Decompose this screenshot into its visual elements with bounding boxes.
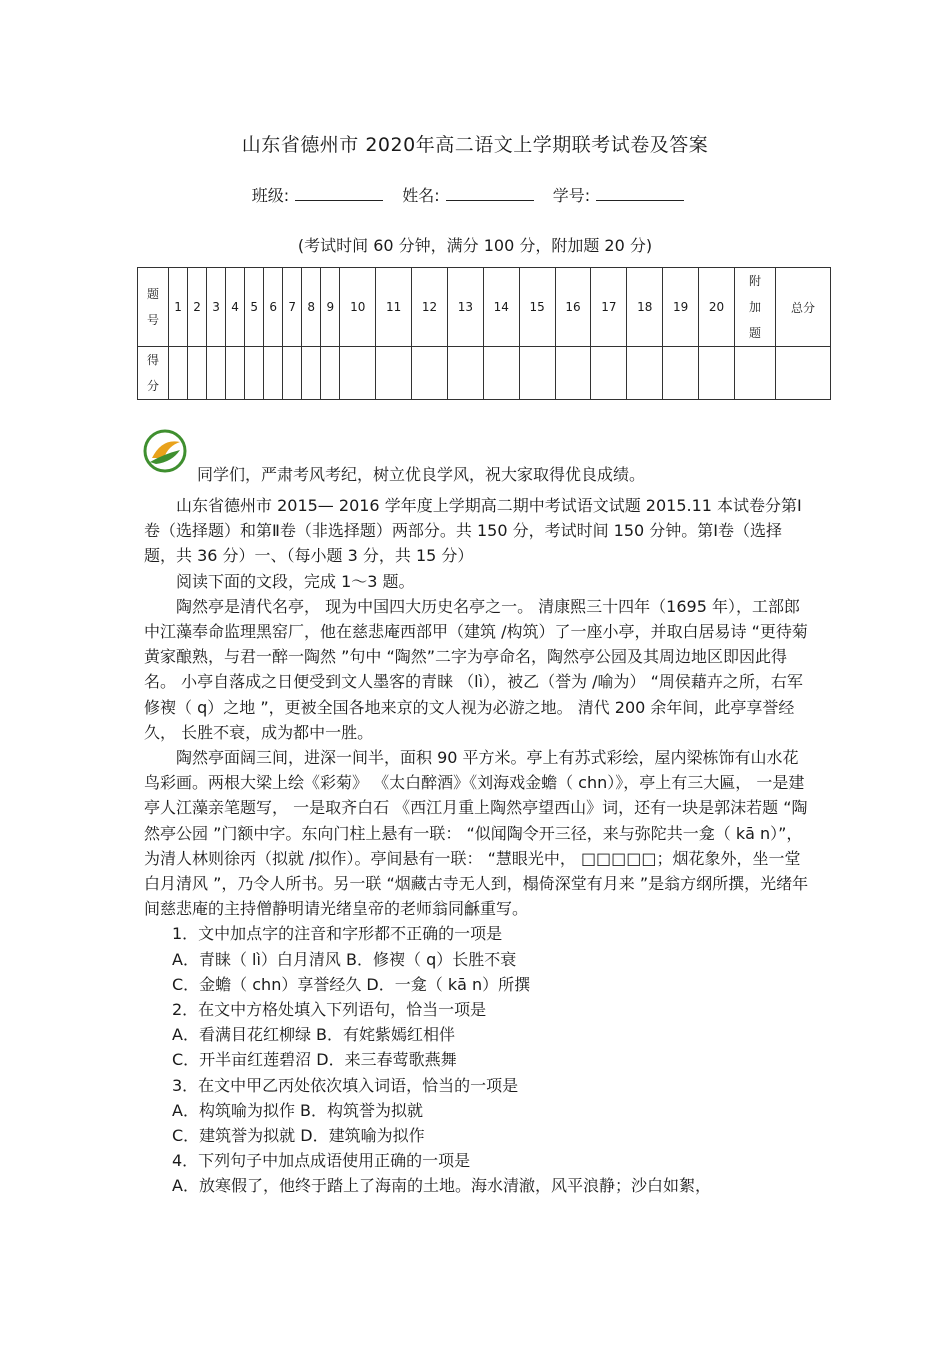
score-input-cell[interactable] [169, 347, 188, 400]
question-line: 3．在文中甲乙丙处依次填入词语，恰当的一项是 [172, 1075, 519, 1095]
question-line: A．看满目花红柳绿 B．有姹紫嫣红相伴 [172, 1025, 456, 1045]
score-input-cell[interactable] [555, 347, 591, 400]
score-input-cell[interactable] [283, 347, 302, 400]
question-line: 4．下列句子中加点成语使用正确的一项是 [172, 1151, 471, 1171]
question-number-cell: 14 [483, 268, 519, 347]
score-input-cell[interactable] [245, 347, 264, 400]
extra-score-cell[interactable] [735, 347, 776, 400]
question-number-cell: 15 [519, 268, 555, 347]
score-input-cell[interactable] [321, 347, 340, 400]
page-title: 山东省德州市 2020年高二语文上学期联考试卷及答案 [241, 134, 709, 156]
id-field[interactable] [596, 186, 684, 201]
question-number-cell: 9 [321, 268, 340, 347]
score-input-cell[interactable] [663, 347, 699, 400]
question-number-cell: 7 [283, 268, 302, 347]
total-score-cell[interactable] [776, 347, 831, 400]
score-input-cell[interactable] [302, 347, 321, 400]
score-input-cell[interactable] [627, 347, 663, 400]
score-input-cell[interactable] [226, 347, 245, 400]
question-number-cell: 18 [627, 268, 663, 347]
id-label: 学号: [552, 186, 591, 205]
question-number-cell: 16 [555, 268, 591, 347]
score-input-cell[interactable] [207, 347, 226, 400]
score-input-cell[interactable] [412, 347, 448, 400]
name-label: 姓名: [402, 186, 440, 205]
question-number-cell: 11 [376, 268, 412, 347]
question-number-cell: 17 [591, 268, 627, 347]
question-number-cell: 3 [207, 268, 226, 347]
score-input-cell[interactable] [519, 347, 555, 400]
score-input-cell[interactable] [447, 347, 483, 400]
name-field[interactable] [446, 186, 534, 201]
paragraph: 陶然亭是清代名亭， 现为中国四大历史名亭之一。 清康熙三十四年（1695 年），工部郎中江藻奉命监理黑窑厂，他在慈悲庵西部甲（建筑 /构筑）了一座小亭，并取白居易诗 “更待菊黄家酿熟，与君一醉一陶然 ”句中 “陶然”二字为亭命名，陶然亭公园及其周边地区即因此得名。 小亭自落成之日便受到文人墨客的青睐 （lì），被乙（誉为 /喻为） “周侯藉卉之所，右军修褉（ q）之地 ”，更被全国各地来京的文人视为必游之地。 清代 200 余年间，此亭享誉经久， 长胜不衰，成为都中一胜。 [144, 596, 808, 742]
question-number-cell: 12 [412, 268, 448, 347]
question-number-cell: 20 [699, 268, 735, 347]
greeting-text: 同学们，严肃考风考纪，树立优良学风，祝大家取得优良成绩。 [197, 465, 646, 484]
class-label: 班级: [251, 186, 290, 205]
question-number-cell: 13 [447, 268, 483, 347]
question-number-cell: 19 [663, 268, 699, 347]
question-number-cell: 8 [302, 268, 321, 347]
question-number-cell: 4 [226, 268, 245, 347]
question-number-cell: 5 [245, 268, 264, 347]
article-body [144, 493, 814, 1199]
score-table [137, 267, 831, 400]
score-input-cell[interactable] [340, 347, 376, 400]
class-field[interactable] [295, 186, 383, 201]
score-input-cell[interactable] [188, 347, 207, 400]
question-line: A．青睐（ lì）白月清风 B．修褉（ q）长胜不衰 [172, 949, 517, 969]
question-line: 2．在文中方格处填入下列语句，恰当一项是 [172, 1000, 487, 1020]
score-input-cell[interactable] [264, 347, 283, 400]
row-header-score: 得 分 [138, 347, 169, 400]
paragraph: 陶然亭面阔三间，进深一间半，面积 90 平方米。亭上有苏式彩绘，屋内梁栋饰有山水花鸟彩画。两根大梁上绘《彩菊》 《太白醉酒》《刘海戏金蟾（ chn）》，亭上有三大匾， 一是建亭人江藻亲笔题写， 一是取齐白石 《西江月重上陶然亭望西山》词，还有一块是郭沫若题 “陶然亭公园 ”门额中字。东向门柱上悬有一联： “似闻陶令开三径，来与弥陀共一龛（ kā n）”，为清人林则徐丙（拟就 /拟作）。亭间悬有一联： “慧眼光中， □□□□□；烟花象外，坐一堂白月清风 ”，乃令人所书。另一联 “烟藏古寺无人到，榻倚深堂有月来 ”是翁方纲所撰，光绪年间慈悲庵的主持僧静明请光绪皇帝的老师翁同龢重写。 [144, 748, 809, 919]
paragraph: 阅读下面的文段，完成 1～3 题。 [176, 571, 415, 591]
exam-info: (考试时间 60 分钟，满分 100 分，附加题 20 分) [297, 236, 653, 255]
paragraph: 山东省德州市 2015— 2016 学年度上学期高二期中考试语文试题 2015.11 本试卷分第Ⅰ卷（选择题）和第Ⅱ卷（非选择题）两部分。共 150 分，考试时间 150 分钟。第Ⅰ卷（选择题，共 36 分）一、（每小题 3 分，共 15 分） [144, 496, 802, 566]
question-number-cell: 2 [188, 268, 207, 347]
student-info-row [0, 183, 950, 206]
question-line: A．构筑喻为拟作 B．构筑誉为拟就 [172, 1100, 424, 1120]
score-input-cell[interactable] [376, 347, 412, 400]
score-input-cell[interactable] [483, 347, 519, 400]
question-number-cell: 1 [169, 268, 188, 347]
row-header-question: 题 号 [138, 268, 169, 347]
question-number-cell: 6 [264, 268, 283, 347]
total-header: 总分 [776, 268, 831, 347]
question-number-cell: 10 [340, 268, 376, 347]
extra-question-header: 附 加 题 [735, 268, 776, 347]
question-line: C．建筑誉为拟就 D．建筑喻为拟作 [172, 1126, 425, 1146]
question-line: C．开半亩红莲碧沼 D．来三春莺歌燕舞 [172, 1050, 457, 1070]
question-line: A．放寒假了，他终于踏上了海南的土地。海水清澈，风平浪静；沙白如絮， [172, 1176, 711, 1196]
score-input-cell[interactable] [591, 347, 627, 400]
question-line: C．金蟾（ chn）享誉经久 D．一龛（ kā n）所撰 [172, 974, 531, 994]
school-logo [142, 428, 188, 474]
score-input-cell[interactable] [699, 347, 735, 400]
question-line: 1．文中加点字的注音和字形都不正确的一项是 [172, 924, 503, 944]
